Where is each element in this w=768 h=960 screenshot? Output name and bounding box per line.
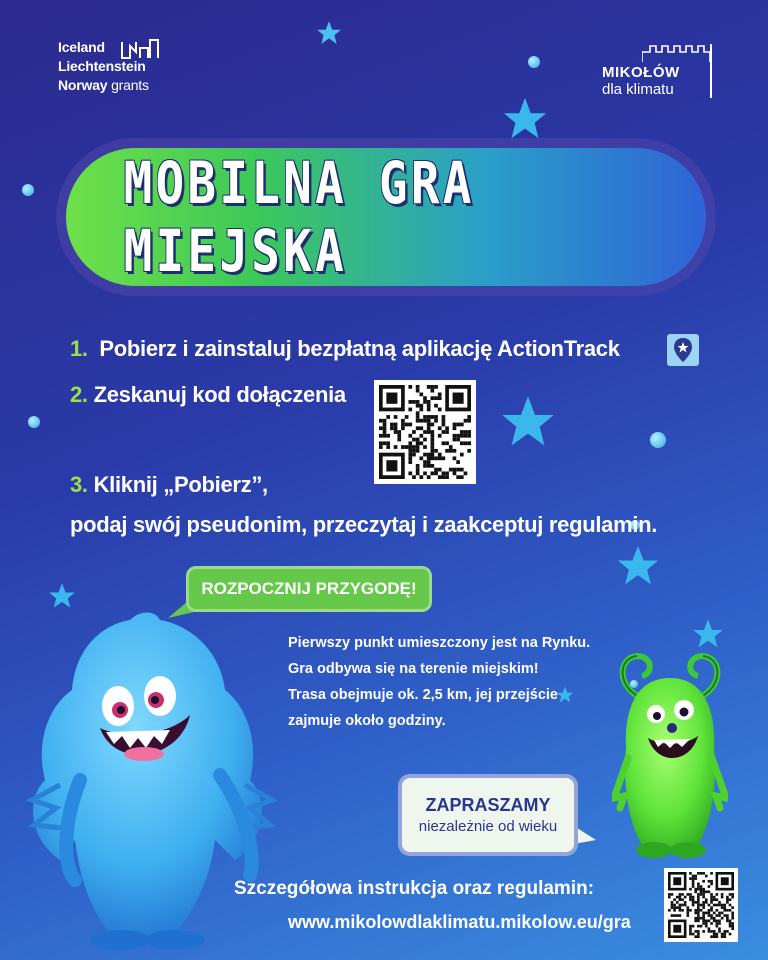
star-icon — [616, 544, 660, 588]
dot-icon — [22, 184, 34, 196]
step-3-continued: podaj swój pseudonim, przeczytaj i zaakceptuj regulamin. — [70, 512, 658, 537]
eea-line-iceland: Iceland — [58, 39, 105, 55]
eea-grants-word: grants — [111, 77, 149, 93]
eea-line-liechtenstein: Liechtenstein — [58, 58, 146, 74]
invite-heading: ZAPRASZAMY — [425, 795, 551, 815]
join-qr-code[interactable] — [374, 380, 476, 484]
website-qr-code[interactable] — [664, 868, 738, 942]
dot-icon — [528, 56, 540, 68]
step-2-number: 2. — [70, 382, 88, 407]
description-line: Pierwszy punkt umieszczony jest na Rynku. — [288, 635, 591, 651]
dot-icon — [650, 432, 666, 448]
mikolow-logo — [602, 44, 712, 98]
star-icon — [316, 20, 342, 46]
description-line: Gra odbywa się na terenie miejskim! — [288, 661, 539, 677]
description-line: zajmuje około godziny. — [288, 713, 446, 729]
invite-bubble — [398, 774, 578, 856]
page-title: MOBILNA GRA MIEJSKA — [123, 149, 475, 285]
star-icon — [48, 582, 76, 610]
step-3-text: Kliknij „Pobierz”, — [93, 472, 268, 497]
map-pin-icon — [667, 334, 699, 366]
star-icon — [500, 394, 556, 450]
mikolow-subtitle: dla klimatu — [602, 81, 674, 98]
invite-subtext: niezależnie od wieku — [418, 818, 558, 835]
step-1-text: Pobierz i zainstaluj bezpłatną aplikację ActionTrack — [99, 336, 620, 361]
step-3 — [70, 472, 268, 498]
dot-icon — [28, 416, 40, 428]
eea-emblem-icon — [120, 38, 160, 62]
green-monster-illustration — [612, 648, 728, 864]
step-3-number: 3. — [70, 472, 88, 497]
step-1-number: 1. — [70, 336, 88, 361]
step-2 — [70, 382, 346, 408]
step-2-text: Zeskanuj kod dołączenia — [93, 382, 346, 407]
instructions-label: Szczegółowa instrukcja oraz regulamin: — [234, 878, 595, 899]
description-line: Trasa obejmuje ok. 2,5 km, jej przejście — [288, 687, 558, 703]
step-1 — [70, 336, 620, 362]
mikolow-divider — [710, 44, 712, 98]
start-adventure-bubble: ROZPOCZNIJ PRZYGODĘ! — [186, 566, 432, 612]
eea-line-norway: Norway — [58, 77, 108, 93]
title-banner — [66, 148, 706, 286]
game-description — [288, 630, 648, 734]
castle-wall-icon — [642, 44, 712, 62]
star-icon — [692, 618, 724, 650]
eea-grants-logo — [58, 38, 188, 95]
star-icon — [502, 96, 548, 142]
website-link[interactable]: www.mikolowdlaklimatu.mikolow.eu/gra — [288, 912, 631, 932]
mikolow-name: MIKOŁÓW — [602, 64, 680, 81]
